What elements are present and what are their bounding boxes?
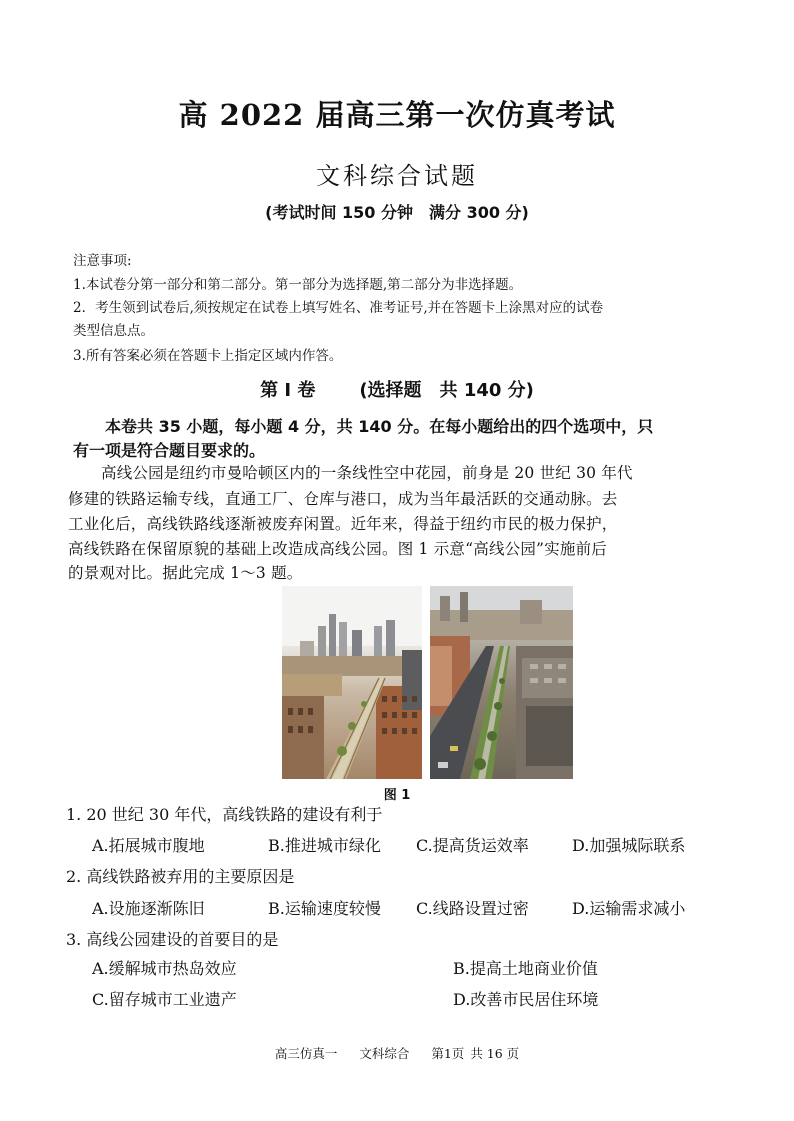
option-d: D.运输需求减小 [572,899,686,918]
option-d: D.改善市民居住环境 [453,990,599,1009]
exam-time-info: (考试时间 150 分钟 满分 300 分) [265,203,529,222]
section-title [0,376,794,402]
footer-subject: 文科综合 [359,1046,410,1061]
note-item: 1.本试卷分第一部分和第二部分。第一部分为选择题,第二部分为非选择题。 [73,277,523,293]
option-b: B.运输速度较慢 [268,899,381,918]
photo-before-drawing [282,586,422,779]
page-subtitle: 文科综合试题 [316,162,478,190]
page-footer [0,1044,794,1062]
passage-line: 高线公园是纽约市曼哈顿区内的一条线性空中花园，前身是 20 世纪 30 年代 [101,464,633,482]
passage-line: 工业化后，高线铁路线逐渐被废弃闲置。近年来，得益于纽约市民的极力保护， [68,515,618,533]
footer-exam-name: 高三仿真一 [274,1046,338,1061]
option-c: C.提高货运效率 [416,836,529,855]
option-a: A.缓解城市热岛效应 [92,959,237,978]
note-item: 类型信息点。 [73,323,154,339]
photo-before [282,586,422,779]
passage-line: 的景观对比。据此完成 1～3 题。 [68,564,303,582]
footer-page-total: 共 16 页 [470,1046,520,1061]
photo-after-drawing [430,586,573,779]
section-desc: (选择题 共 140 分) [359,380,534,401]
figure-caption: 图 1 [383,788,411,803]
option-b: B.推进城市绿化 [268,836,381,855]
option-a: A.拓展城市腹地 [92,836,205,855]
option-a: A.设施逐渐陈旧 [92,899,205,918]
option-d: D.加强城际联系 [572,836,686,855]
option-b: B.提高土地商业价值 [453,959,598,978]
section-instruction: 本卷共 35 小题，每小题 4 分，共 140 分。在每小题给出的四个选项中，只 [105,417,654,436]
section-instruction: 有一项是符合题目要求的。 [73,441,266,460]
question-stem: 1. 20 世纪 30 年代，高线铁路的建设有利于 [66,805,383,824]
passage-line: 高线铁路在保留原貌的基础上改造成高线公园。图 1 示意“高线公园”实施前后 [68,540,607,558]
passage-line: 修建的铁路运输专线，直通工厂、仓库与港口，成为当年最活跃的交通动脉。去 [68,490,618,508]
section-part: 第 Ⅰ 卷 [260,380,316,401]
option-c: C.留存城市工业遗产 [92,990,237,1009]
question-stem: 3. 高线公园建设的首要目的是 [66,930,279,949]
photo-after [430,586,573,779]
note-item: 2．考生领到试卷后,须按规定在试卷上填写姓名、准考证号,并在答题卡上涂黑对应的试卷 [73,300,604,316]
question-stem: 2. 高线铁路被弃用的主要原因是 [66,867,295,886]
note-item: 3.所有答案必须在答题卡上指定区域内作答。 [73,348,343,364]
notes-title: 注意事项: [73,253,132,269]
footer-page-number: 第1页 [431,1046,465,1061]
option-c: C.线路设置过密 [416,899,529,918]
page-title: 高 2022 届高三第一次仿真考试 [178,98,616,132]
